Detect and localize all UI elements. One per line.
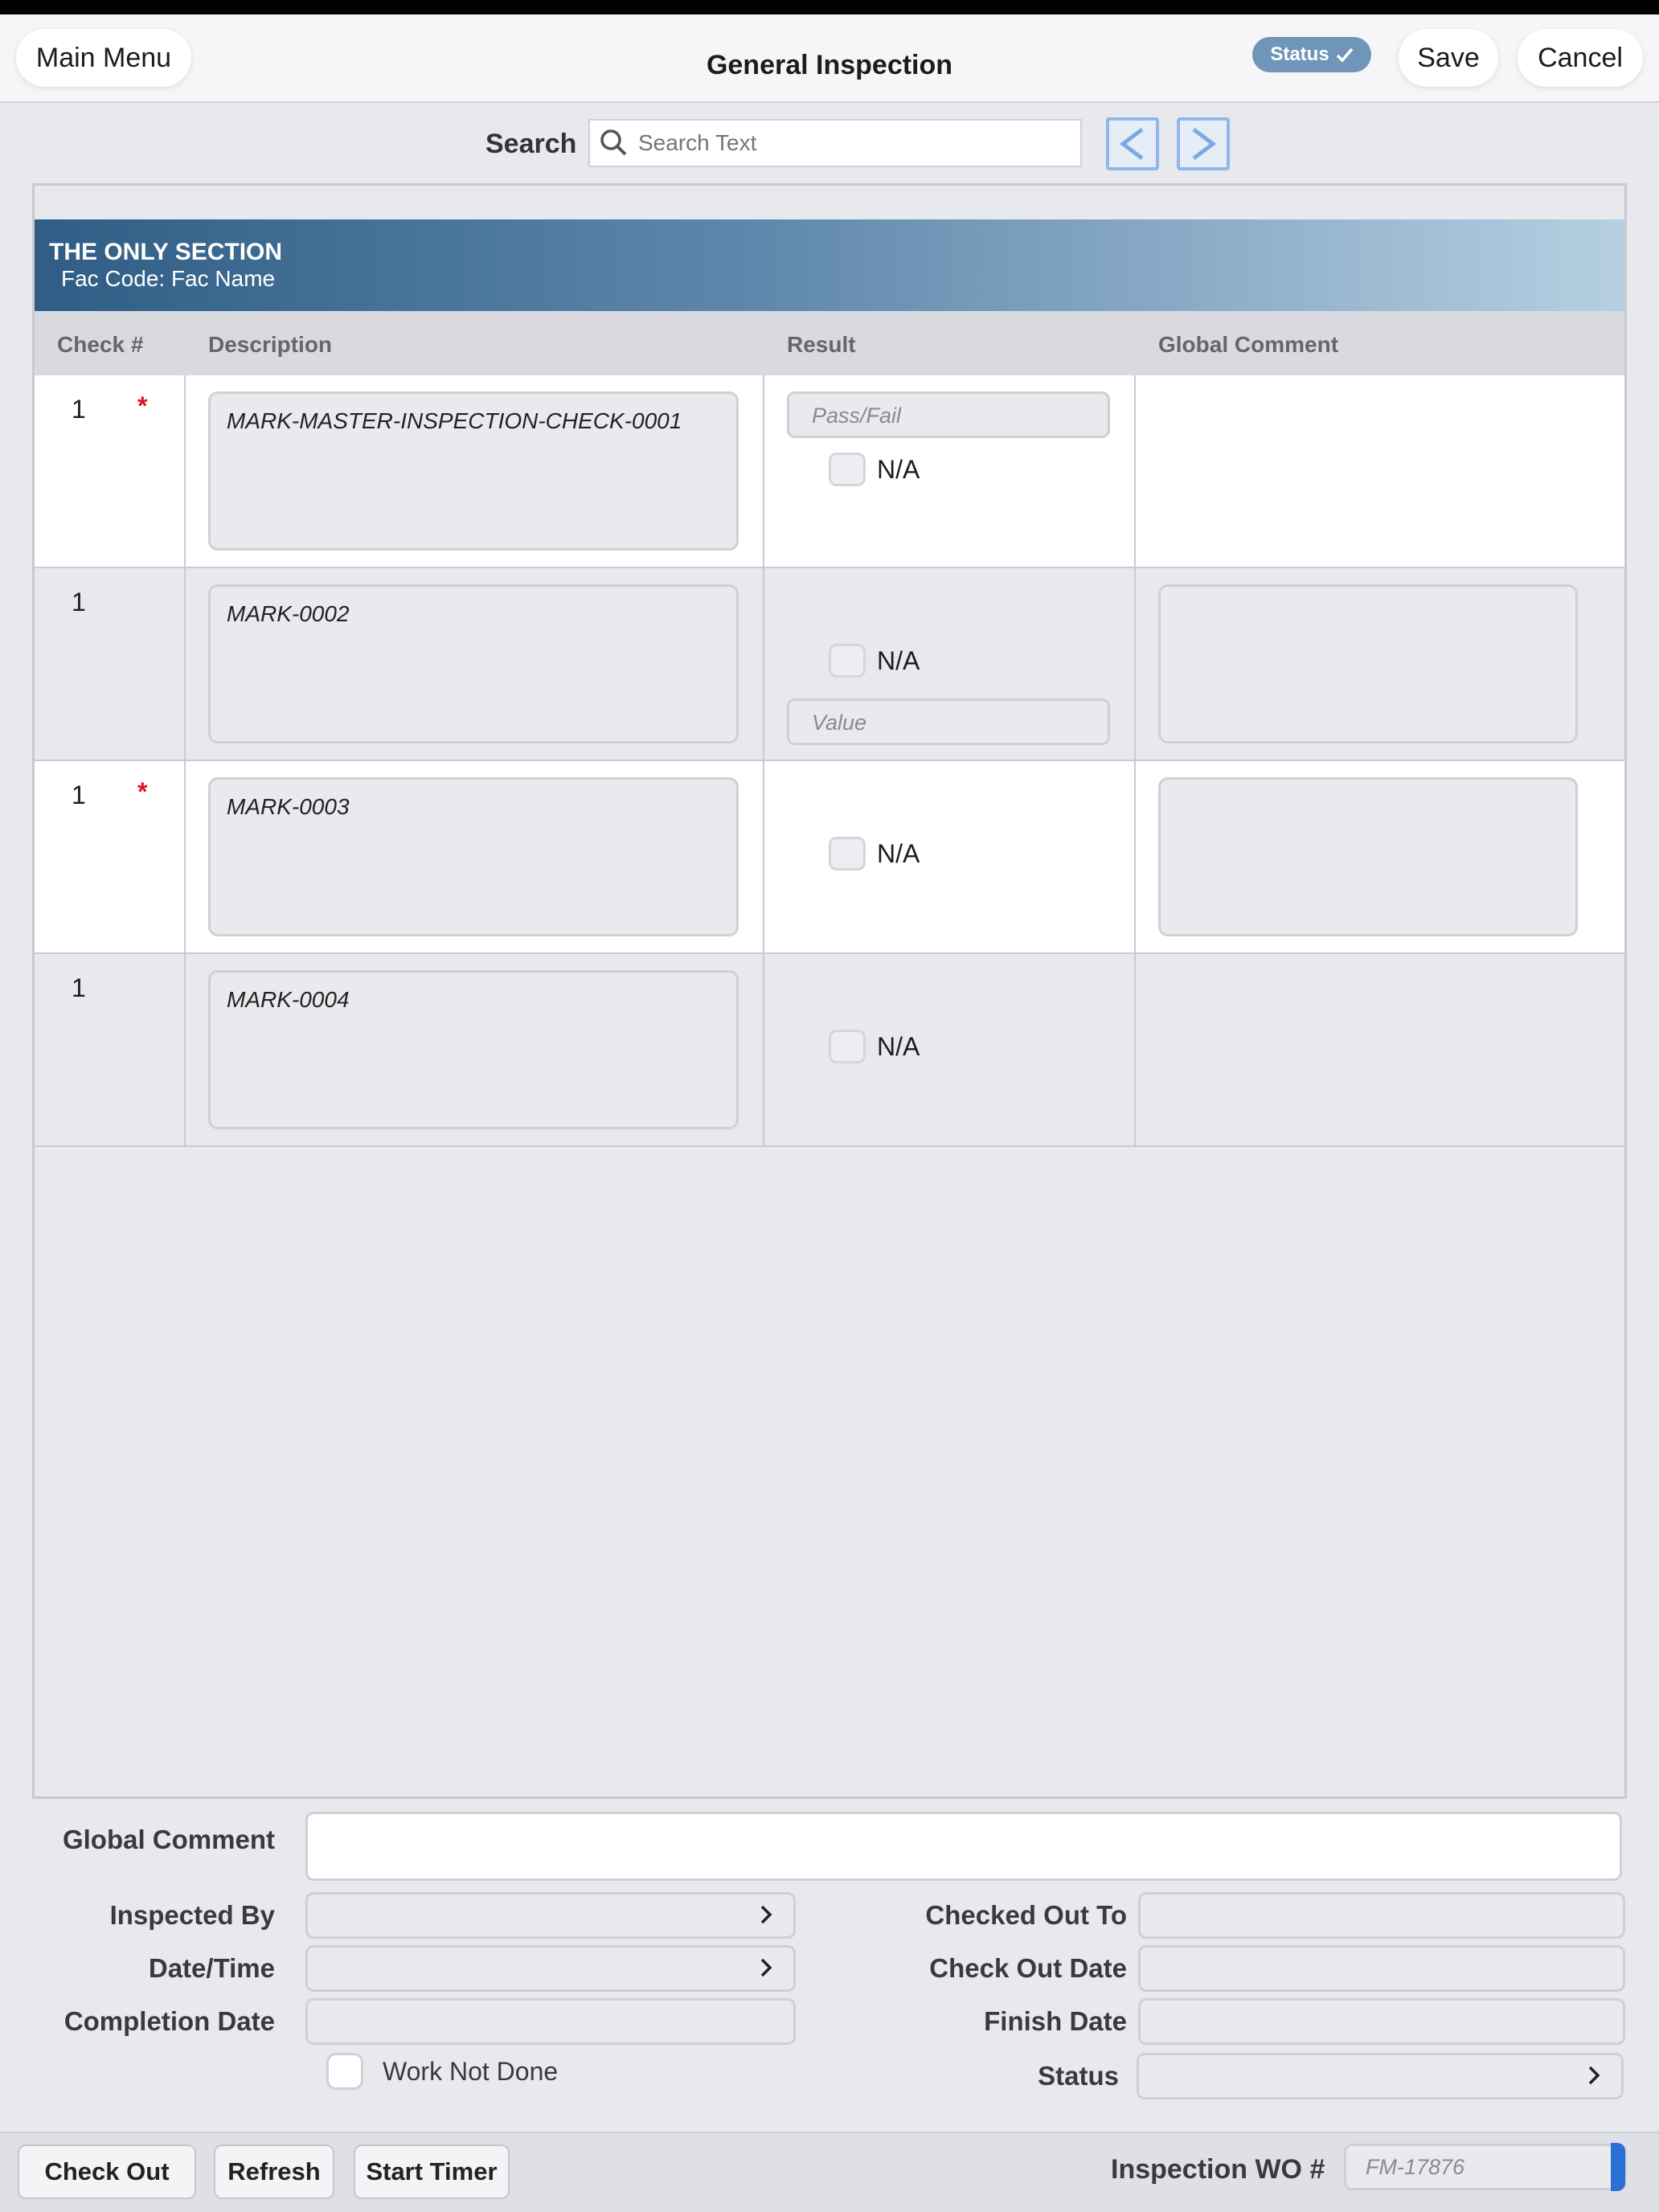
column-divider [1134, 954, 1136, 1147]
na-checkbox[interactable] [829, 453, 866, 486]
save-label: Save [1417, 42, 1480, 73]
checked-out-to-label: Checked Out To [925, 1900, 1127, 1930]
na-checkbox[interactable] [829, 1030, 866, 1063]
focus-indicator [1611, 2143, 1625, 2191]
previous-arrow-button[interactable] [1106, 117, 1159, 170]
na-checkbox[interactable] [829, 644, 866, 678]
work-not-done-option[interactable] [326, 2053, 558, 2090]
table-row [35, 954, 1624, 1147]
pass-fail-selector[interactable]: Pass/Fail [787, 391, 1110, 438]
global-comment-input[interactable] [305, 1812, 1622, 1881]
column-divider [184, 568, 186, 761]
table-row [35, 375, 1624, 568]
finish-date-label: Finish Date [984, 2006, 1127, 2036]
completion-date-label: Completion Date [63, 2006, 275, 2036]
column-divider [1134, 568, 1136, 761]
table-row [35, 761, 1624, 954]
check-number: 1 [72, 973, 86, 1002]
inspection-panel [32, 183, 1627, 1799]
status-chip-label: Status [1270, 43, 1329, 65]
next-arrow-button[interactable] [1177, 117, 1230, 170]
check-number: 1 [72, 588, 86, 616]
chevron-right-icon [1583, 2063, 1605, 2087]
description-field[interactable]: MARK-0003 [208, 777, 739, 936]
date-time-label: Date/Time [148, 1953, 275, 1983]
refresh-button[interactable] [214, 2144, 334, 2199]
cancel-button[interactable] [1518, 29, 1643, 87]
main-menu-label: Main Menu [35, 42, 172, 73]
work-not-done-label: Work Not Done [383, 2056, 559, 2086]
na-checkbox[interactable] [829, 837, 866, 870]
section-header [35, 219, 1624, 311]
na-label: N/A [877, 645, 920, 675]
search-input[interactable] [638, 130, 1072, 156]
na-label: N/A [877, 454, 920, 484]
status-label: Status [1038, 2061, 1119, 2091]
chevron-right-icon [755, 1903, 777, 1927]
column-divider [763, 761, 764, 954]
section-subtitle: Fac Code: Fac Name [61, 266, 276, 291]
column-divider [1134, 375, 1136, 568]
check-out-label: Check Out [44, 2157, 170, 2185]
global-comment-label: Global Comment [62, 1825, 275, 1854]
na-option[interactable] [829, 837, 920, 870]
check-out-date-field[interactable] [1138, 1945, 1625, 1992]
na-option[interactable] [829, 1030, 920, 1063]
column-global-comment: Global Comment [1158, 332, 1339, 357]
status-selector[interactable] [1137, 2053, 1624, 2099]
section-title: THE ONLY SECTION [49, 239, 283, 265]
inspected-by-label: Inspected By [109, 1900, 275, 1930]
check-number: 1 [72, 395, 86, 424]
column-divider [763, 375, 764, 568]
column-divider [763, 954, 764, 1147]
column-result: Result [787, 332, 856, 357]
inspected-by-selector[interactable] [305, 1892, 796, 1939]
description-field[interactable]: MARK-0004 [208, 970, 739, 1129]
refresh-label: Refresh [227, 2157, 321, 2185]
check-out-date-label: Check Out Date [929, 1953, 1127, 1983]
checkmark-icon [1336, 47, 1354, 63]
finish-date-field[interactable] [1138, 1998, 1625, 2045]
checked-out-to-field[interactable] [1138, 1892, 1625, 1939]
na-option[interactable] [829, 453, 920, 486]
description-field[interactable]: MARK-MASTER-INSPECTION-CHECK-0001 [208, 391, 739, 551]
chevron-left-icon [1116, 126, 1149, 162]
start-timer-label: Start Timer [366, 2157, 498, 2185]
check-out-button[interactable] [18, 2144, 196, 2199]
column-divider [184, 954, 186, 1147]
na-option[interactable] [829, 644, 920, 678]
cancel-label: Cancel [1538, 42, 1623, 73]
required-marker: * [137, 777, 148, 806]
column-divider [763, 568, 764, 761]
na-label: N/A [877, 838, 920, 868]
column-divider [1134, 761, 1136, 954]
global-comment-field[interactable] [1158, 584, 1578, 743]
status-chip-button[interactable] [1252, 37, 1371, 72]
column-header-row [35, 311, 1624, 375]
save-button[interactable] [1399, 29, 1498, 87]
table-row [35, 568, 1624, 761]
search-label: Search [485, 129, 577, 159]
date-time-selector[interactable] [305, 1945, 796, 1992]
check-number: 1 [72, 780, 86, 809]
value-input[interactable]: Value [787, 698, 1110, 745]
chevron-right-icon [755, 1956, 777, 1980]
search-icon [590, 121, 638, 166]
inspection-wo-label: Inspection WO # [1111, 2154, 1325, 2185]
column-description: Description [208, 332, 333, 357]
page-title: General Inspection [706, 50, 953, 80]
work-not-done-checkbox[interactable] [326, 2053, 363, 2090]
global-comment-field[interactable] [1158, 777, 1578, 936]
required-marker: * [137, 391, 148, 420]
completion-date-field[interactable] [305, 1998, 796, 2045]
search-box[interactable] [588, 119, 1082, 167]
column-divider [184, 375, 186, 568]
inspection-wo-field[interactable]: FM-17876 [1344, 2144, 1627, 2190]
navigation-bar [0, 14, 1659, 103]
description-field[interactable]: MARK-0002 [208, 584, 739, 743]
na-label: N/A [877, 1031, 920, 1061]
chevron-right-icon [1187, 126, 1219, 162]
column-check: Check # [57, 332, 144, 357]
start-timer-button[interactable] [354, 2144, 510, 2199]
column-divider [184, 761, 186, 954]
